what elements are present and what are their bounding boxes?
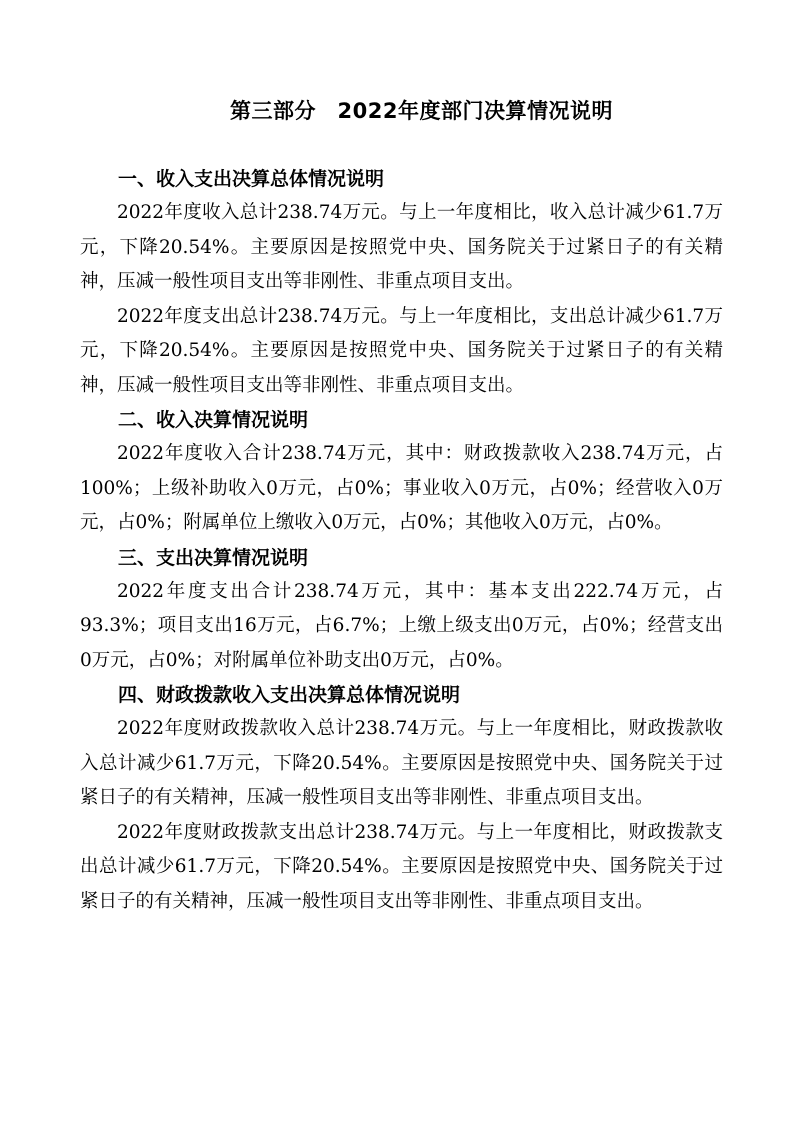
paragraph-total-expense: 2022年度支出总计238.74万元。与上一年度相比，支出总计减少61.7万元，下降20.54%。主要原因是按照党中央、国务院关于过紧日子的有关精神，压减一般性项目支出等非刚性、非重点项目支出。 xyxy=(80,305,723,396)
section-heading: 四、财政拨款收入支出决算总体情况说明 xyxy=(118,684,461,706)
document-title: 第三部分 2022年度部门决算情况说明 xyxy=(230,99,613,123)
paragraph-fiscal-expense: 2022年度财政拨款支出总计238.74万元。与上一年度相比，财政拨款支出总计减少61.7万元，下降20.54%。主要原因是按照党中央、国务院关于过紧日子的有关精神，压减一般性项目支出等非刚性、非重点项目支出。 xyxy=(80,821,723,912)
section-heading: 一、收入支出决算总体情况说明 xyxy=(118,168,385,190)
section-fiscal-appropriation-overview xyxy=(80,678,723,919)
paragraph-total-income: 2022年度收入总计238.74万元。与上一年度相比，收入总计减少61.7万元，下降20.54%。主要原因是按照党中央、国务院关于过紧日子的有关精神，压减一般性项目支出等非刚性、非重点项目支出。 xyxy=(80,202,723,292)
section-heading: 二、收入决算情况说明 xyxy=(118,409,309,431)
section-income-details xyxy=(80,403,723,541)
section-heading: 三、支出决算情况说明 xyxy=(118,546,309,569)
section-income-expense-overview xyxy=(80,162,723,403)
paragraph-expense-breakdown: 2022年度支出合计238.74万元，其中：基本支出222.74万元，占93.3%；项目支出16万元，占6.7%；上缴上级支出0万元，占0%；经营支出0万元，占0%；对附属单位补助支出0万元，占0%。 xyxy=(80,580,723,671)
paragraph-income-breakdown: 2022年度收入合计238.74万元，其中：财政拨款收入238.74万元，占100%；上级补助收入0万元，占0%；事业收入0万元，占0%；经营收入0万元，占0%；附属单位上缴收入0万元，占0%；其他收入0万元，占0%。 xyxy=(80,443,723,533)
section-expense-details xyxy=(80,541,723,679)
paragraph-fiscal-income: 2022年度财政拨款收入总计238.74万元。与上一年度相比，财政拨款收入总计减少61.7万元，下降20.54%。主要原因是按照党中央、国务院关于过紧日子的有关精神，压减一般性项目支出等非刚性、非重点项目支出。 xyxy=(80,718,723,808)
